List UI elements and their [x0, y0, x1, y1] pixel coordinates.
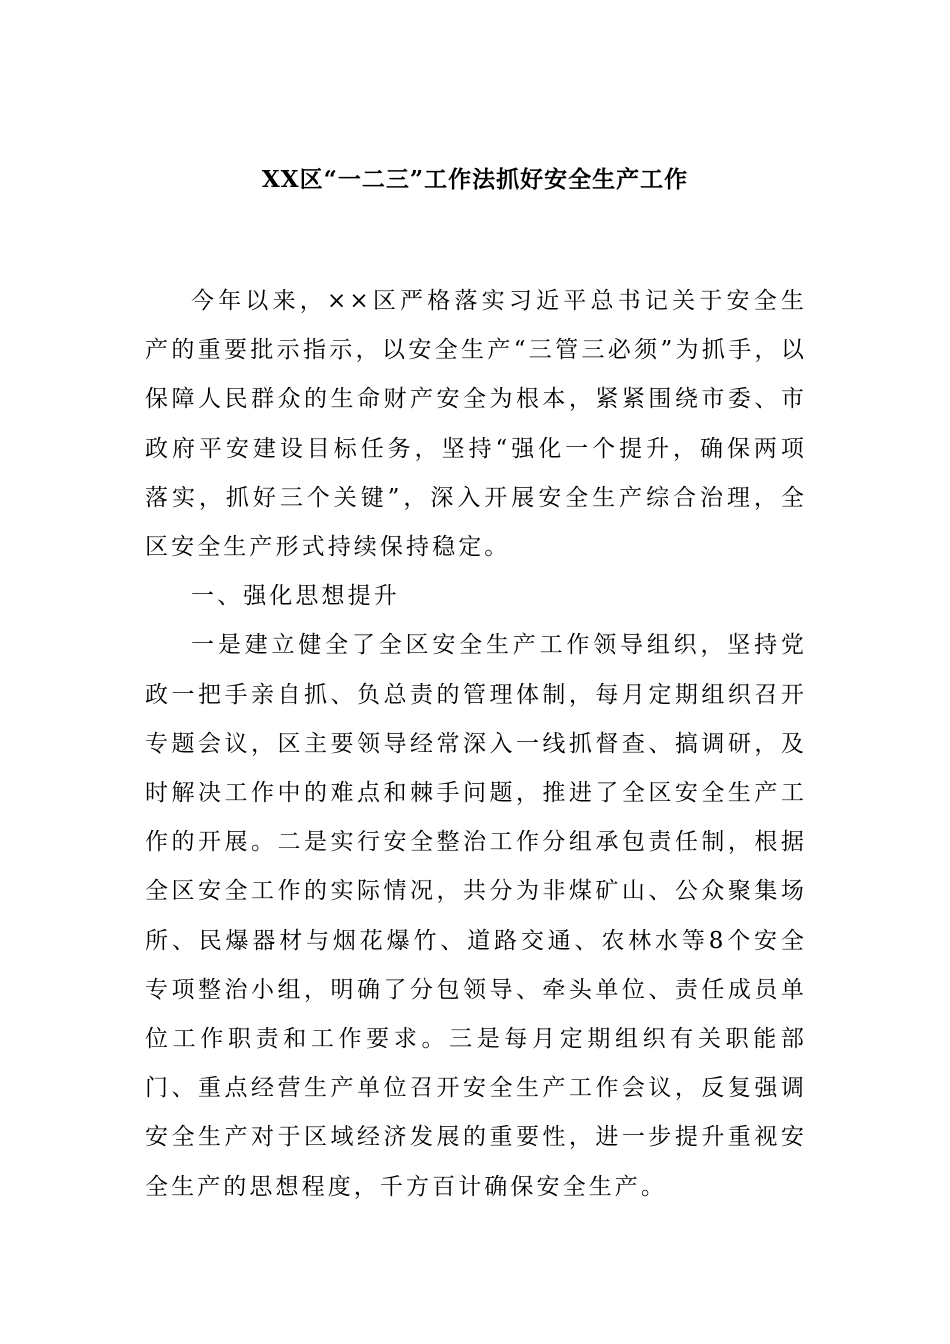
section-paragraph: 一是建立健全了全区安全生产工作领导组织，坚持党政一把手亲自抓、负总责的管理体制，每月定期组织召开专题会议，区主要领导经常深入一线抓督查、搞调研，及时解决工作中的难点和棘手问题，推进了全区安全生产工作的开展。二是实行安全整治工作分组承包责任制，根据全区安全工作的实际情况，共分为非煤矿山、公众聚集场所、民爆器材与烟花爆竹、道路交通、农林水等8个安全专项整治小组，明确了分包领导、牵头单位、责任成员单位工作职责和工作要求。三是每月定期组织有关职能部门、重点经营生产单位召开安全生产工作会议，反复强调安全生产对于区域经济发展的重要性，进一步提升重视安全生产的思想程度，千方百计确保安全生产。: [145, 632, 807, 1200]
intro-paragraph: 今年以来，××区严格落实习近平总书记关于安全生产的重要批示指示，以安全生产“三管三必须”为抓手，以保障人民群众的生命财产安全为根本，紧紧围绕市委、市政府平安建设目标任务，坚持“强化一个提升，确保两项落实，抓好三个关键”，深入开展安全生产综合治理，全区安全生产形式持续保持稳定。: [145, 288, 807, 561]
document-body: [145, 277, 807, 1212]
document-title: XX区“一二三”工作法抓好安全生产工作: [261, 166, 689, 193]
section-heading: 一、强化思想提升: [191, 583, 400, 610]
